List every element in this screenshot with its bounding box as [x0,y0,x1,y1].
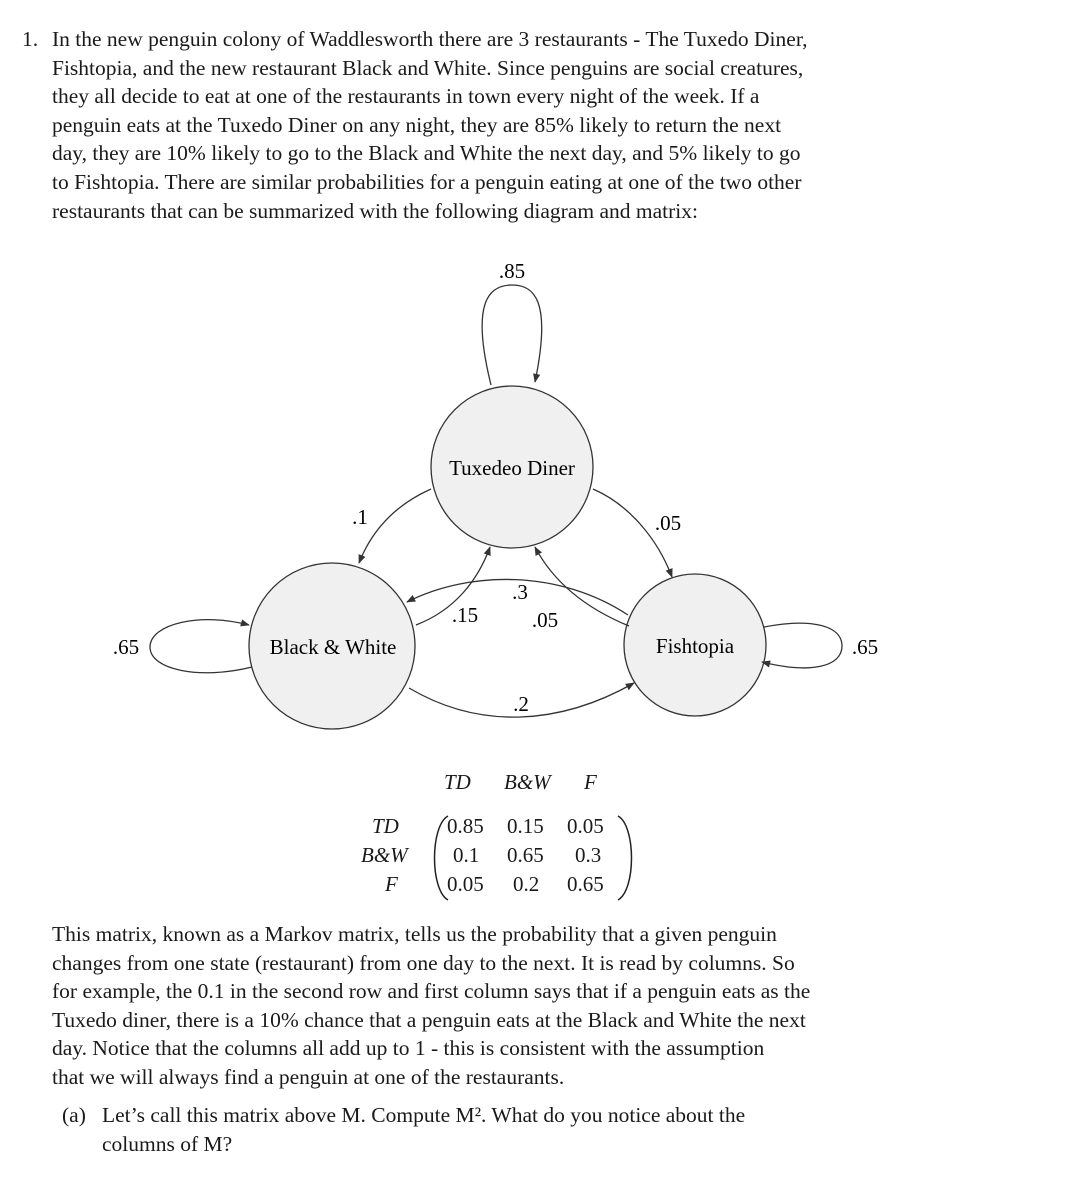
part-a-line: columns of M? [102,1131,233,1156]
matrix-cell: 0.65 [567,872,604,896]
intro-line: restaurants that can be summarized with the following diagram and matrix: [52,198,698,223]
matrix-cell: 0.1 [453,843,480,867]
matrix-cell: 0.05 [447,872,484,896]
part-a-label: (a) [62,1103,86,1127]
intro-line: Fishtopia, and the new restaurant Black and White. Since penguins are social creatures, [52,55,804,80]
intro-line: they all decide to eat at one of the restaurants in town every night of the week. If a [52,84,760,109]
part-a-line: Let’s call this matrix above M. Compute M². What do you notice about the [102,1103,746,1127]
matrix-row-header: TD [372,814,399,838]
explanation-line: changes from one state (restaurant) from one day to the next. It is read by columns. So [52,950,795,975]
edge-bw-self [150,620,252,673]
edge-label-td-self: .85 [498,259,526,283]
edge-label-td-to-f: .05 [654,511,682,535]
matrix-row-header: B&W [361,843,408,867]
intro-line: penguin eats at the Tuxedo Diner on any night, they are 85% likely to return the next [52,112,782,137]
intro-line: day, they are 10% likely to go to the Black and White the next day, and 5% likely to go [52,141,801,166]
edge-label-bw-self: .65 [112,635,140,659]
matrix-col-header: F [584,770,597,794]
matrix-cell: 0.15 [507,814,544,838]
explanation-paragraph [52,920,938,1092]
problem-number: 1. [22,27,39,51]
edge-label-f-to-td: .05 [531,608,559,632]
explanation-line: that we will always find a penguin at one of the restaurants. [52,1064,565,1089]
matrix-cell: 0.65 [507,843,544,867]
explanation-line: Tuxedo diner, there is a 10% chance that a penguin eats at the Black and White the next [52,1007,806,1032]
intro-line: to Fishtopia. There are similar probabilities for a penguin eating at one of the two other [52,169,802,194]
matrix-col-header: TD [444,770,471,794]
matrix-cell: 0.2 [513,872,540,896]
node-label-td: Tuxedeo Diner [449,456,575,480]
edge-f-self [762,623,842,668]
part-a-text [102,1101,938,1158]
matrix-cell: 0.85 [447,814,484,838]
intro-line: In the new penguin colony of Waddlesworth there are 3 restaurants - The Tuxedo Diner, [52,27,808,51]
matrix-cell: 0.3 [575,843,602,867]
markov-matrix [350,766,670,906]
edge-td-to-bw [359,489,431,563]
node-label-bw: Black & White [269,635,397,659]
explanation-line: for example, the 0.1 in the second row and first column says that if a penguin eats as the [52,979,811,1004]
explanation-line: This matrix, known as a Markov matrix, tells us the probability that a given penguin [52,922,777,946]
matrix-row-header: F [385,872,398,896]
edge-label-bw-to-f: .2 [513,692,529,716]
node-label-f: Fishtopia [655,634,735,658]
matrix-cell: 0.05 [567,814,604,838]
edge-td-self [482,285,542,385]
edge-label-f-to-bw: .3 [512,580,528,604]
edge-label-f-self: .65 [851,635,879,659]
explanation-line: day. Notice that the columns all add up to 1 - this is consistent with the assumption [52,1036,765,1061]
matrix-col-header: B&W [504,770,551,794]
edge-label-bw-to-td: .15 [451,603,479,627]
edge-label-td-to-bw: .1 [352,505,368,529]
